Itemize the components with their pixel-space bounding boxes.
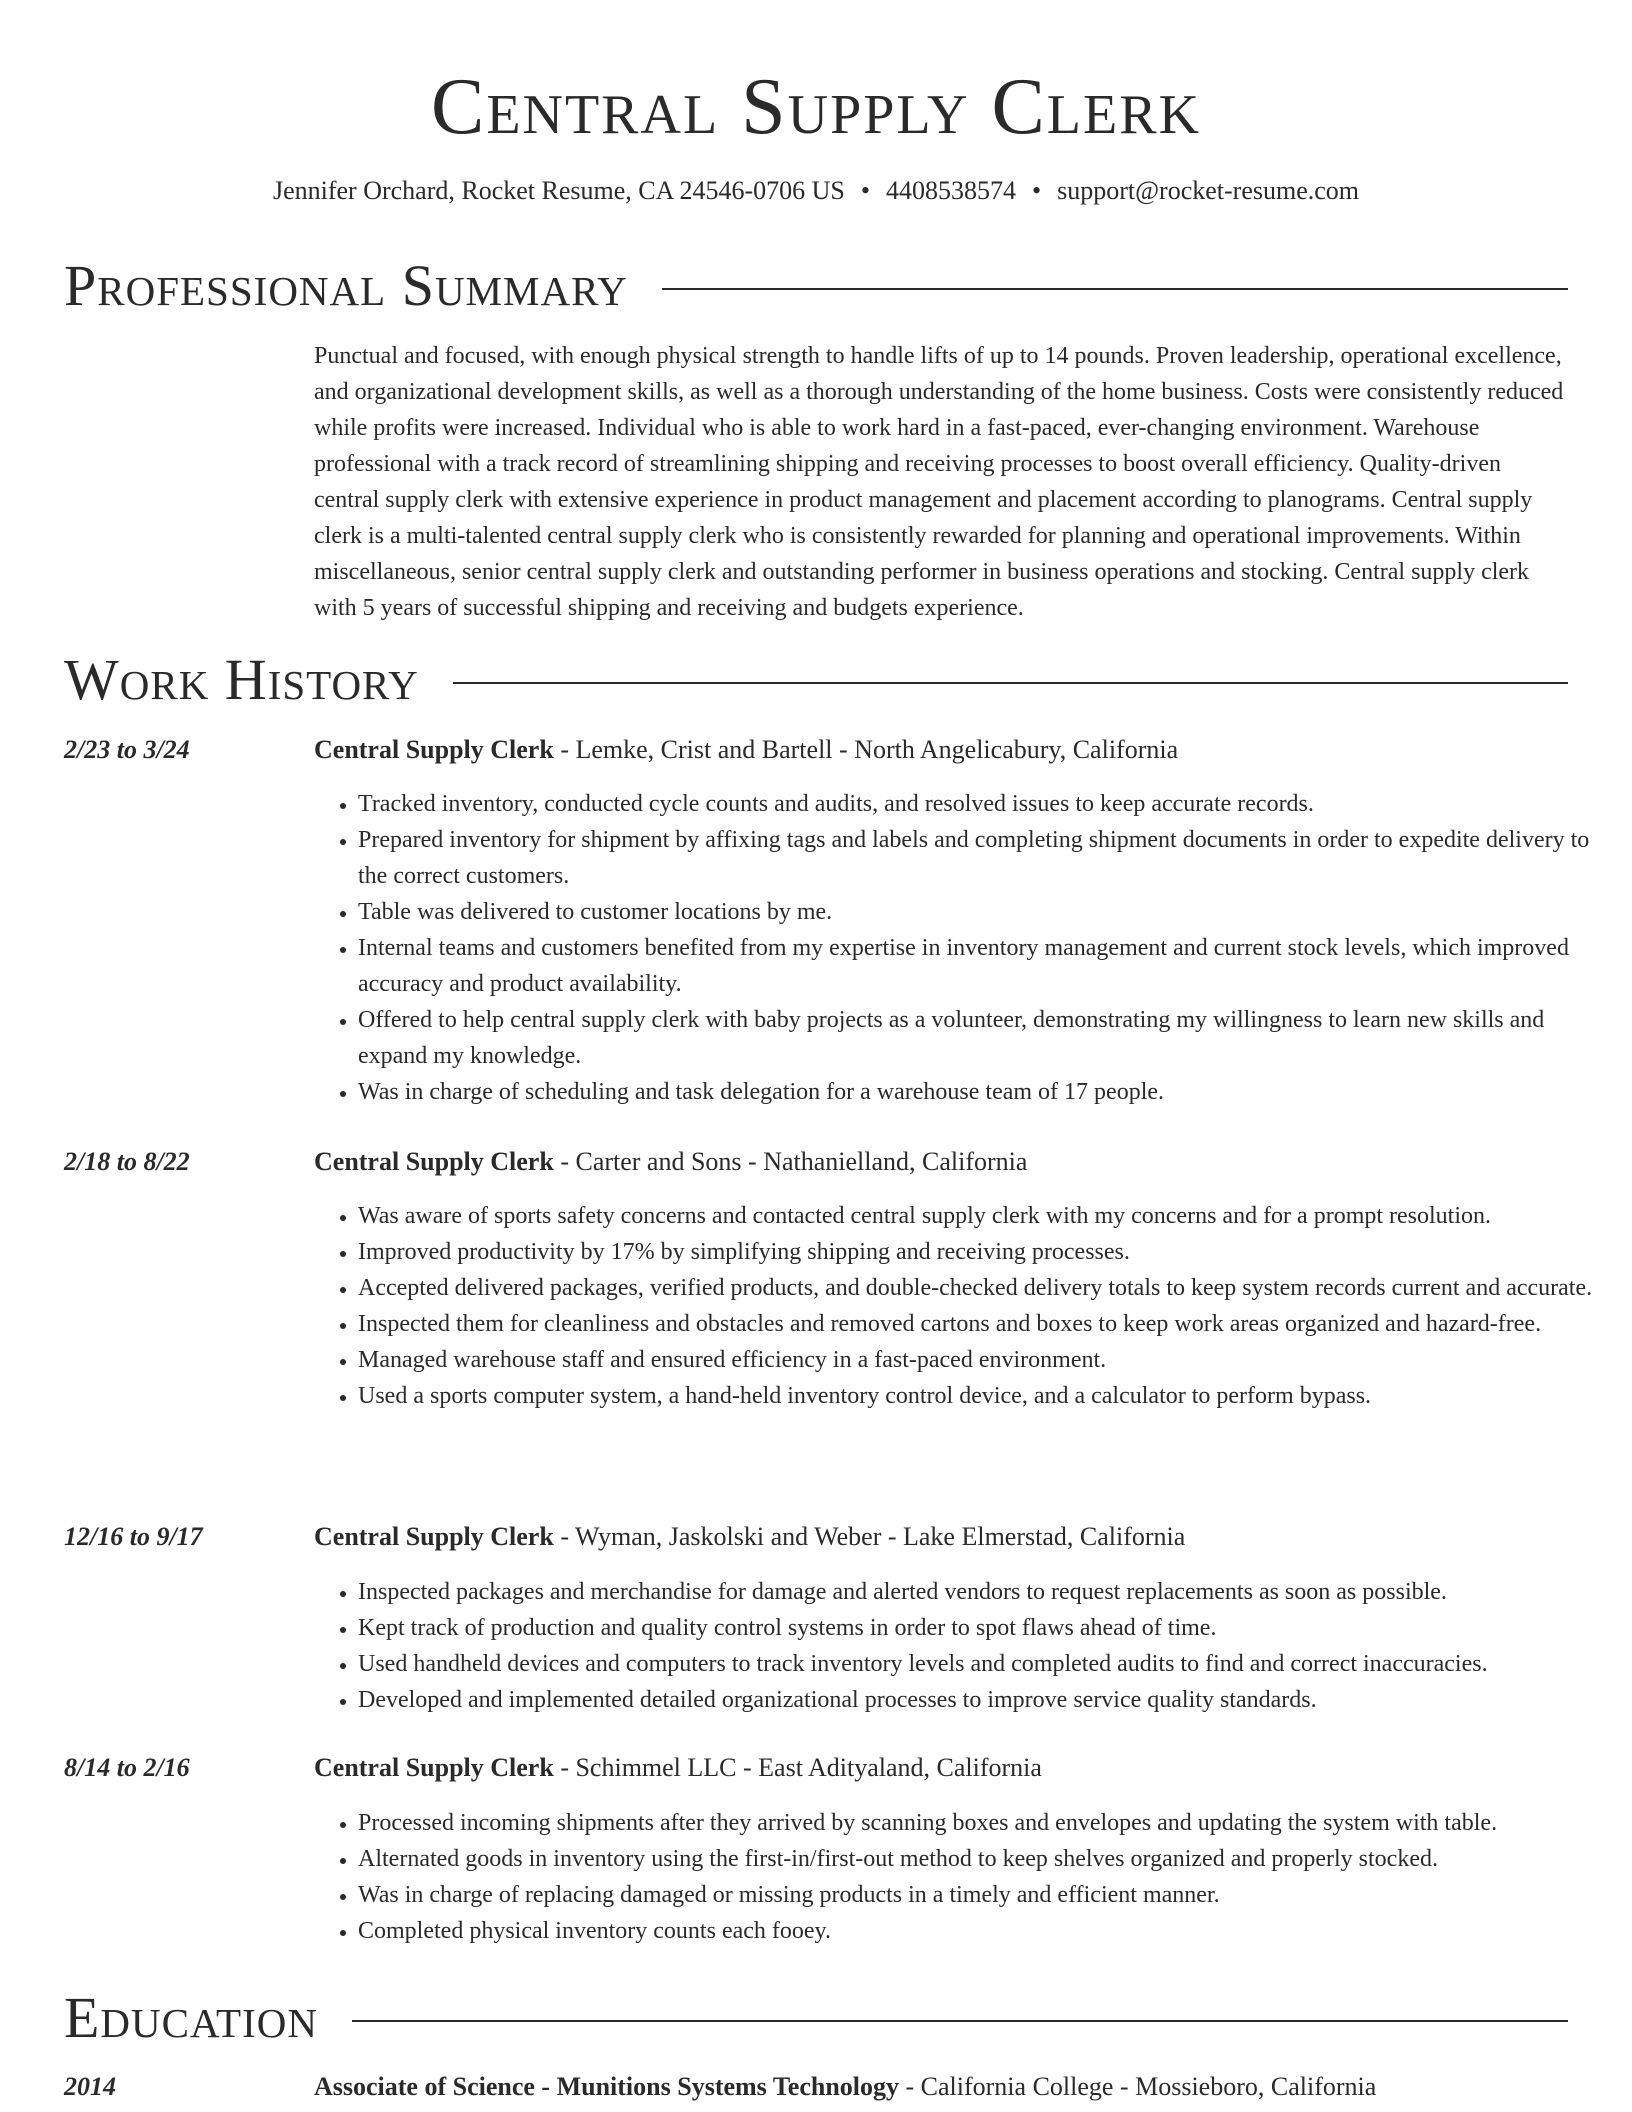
section-divider — [453, 682, 1568, 684]
education-degree: Associate of Science - Munitions Systems Technology — [314, 2072, 899, 2101]
job-heading — [314, 1520, 1185, 1554]
job-bullets — [314, 1198, 1616, 1414]
list-item: • Was aware of sports safety concerns and contacted central supply clerk with my concerns and for a prompt resolution. — [358, 1198, 1616, 1234]
job-title: Central Supply Clerk — [314, 1522, 554, 1551]
page-title: Central Supply Clerk — [430, 63, 1202, 151]
job-bullets — [314, 1805, 1616, 1949]
list-item: • Developed and implemented detailed organizational processes to improve service quality standards. — [358, 1682, 1616, 1718]
section-title-education: Education — [64, 1985, 318, 2050]
list-item: • Improved productivity by 17% by simplifying shipping and receiving processes. — [358, 1234, 1616, 1270]
list-item: • Tracked inventory, conducted cycle counts and audits, and resolved issues to keep accurate records. — [358, 786, 1616, 822]
list-item: • Inspected them for cleanliness and obstacles and removed cartons and boxes to keep work areas organized and hazard-free. — [358, 1306, 1616, 1342]
section-title-work: Work History — [64, 647, 419, 712]
contact-address: Jennifer Orchard, Rocket Resume, CA 24546-0706 US — [272, 176, 845, 205]
education-date: 2014 — [64, 2072, 116, 2101]
contact-line — [0, 174, 1632, 208]
list-item: • Completed physical inventory counts each fooey. — [358, 1913, 1616, 1949]
list-item: • Alternated goods in inventory using the first-in/first-out method to keep shelves organized and properly stocked. — [358, 1841, 1616, 1877]
list-item: • Inspected packages and merchandise for damage and alerted vendors to request replacements as soon as possible. — [358, 1574, 1616, 1610]
education-section-header — [64, 1986, 1568, 2050]
job-dates: 12/16 to 9/17 — [64, 1522, 203, 1551]
education-details: - California College - Mossieboro, California — [899, 2072, 1377, 2101]
list-item: • Internal teams and customers benefited from my expertise in inventory management and current stock levels, which improved accuracy and product availability. — [358, 930, 1616, 1002]
list-item: • Was in charge of replacing damaged or missing products in a timely and efficient manner. — [358, 1877, 1616, 1913]
summary-text: Punctual and focused, with enough physical strength to handle lifts of up to 14 pounds. Proven leadership, operational excellence, and organizational development skills, as well as a thorough understanding of the home business. Costs were consistently reduced while profits were increased. Individual who is able to work hard in a fast-paced, ever-changing environment. Warehouse professional with a track record of streamlining shipping and receiving processes to boost overall efficiency. Quality-driven central supply clerk with extensive experience in product management and placement according to planograms. Central supply clerk is a multi-talented central supply clerk who is consistently rewarded for planning and operational improvements. Within miscellaneous, senior central supply clerk and outstanding performer in business operations and stocking. Central supply clerk with 5 years of successful shipping and receiving and budgets experience. — [314, 343, 1564, 621]
job-details: - Schimmel LLC - East Adityaland, California — [553, 1753, 1042, 1782]
list-item: • Prepared inventory for shipment by affixing tags and labels and completing shipment documents in order to expedite delivery to the correct customers. — [358, 822, 1616, 894]
summary-section-header — [64, 254, 1568, 318]
job-bullets — [314, 786, 1616, 1110]
job-dates: 2/18 to 8/22 — [64, 1147, 190, 1176]
job-dates: 8/14 to 2/16 — [64, 1753, 190, 1782]
list-item: • Used a sports computer system, a hand-held inventory control device, and a calculator to perform bypass. — [358, 1378, 1616, 1414]
job-title: Central Supply Clerk — [314, 1753, 554, 1782]
job-heading — [314, 1751, 1042, 1785]
contact-phone: 4408538574 — [885, 176, 1016, 205]
job-details: - Wyman, Jaskolski and Weber - Lake Elmerstad, California — [553, 1522, 1186, 1551]
job-heading — [314, 733, 1178, 767]
list-item: • Accepted delivered packages, verified products, and double-checked delivery totals to keep system records current and accurate. — [358, 1270, 1616, 1306]
job-details: - Carter and Sons - Nathanielland, California — [553, 1147, 1028, 1176]
section-divider — [662, 288, 1568, 290]
job-dates: 2/23 to 3/24 — [64, 735, 190, 764]
job-heading — [314, 1145, 1027, 1179]
job-bullets — [314, 1574, 1616, 1718]
list-item: • Processed incoming shipments after they arrived by scanning boxes and envelopes and updating the system with table. — [358, 1805, 1616, 1841]
list-item: • Used handheld devices and computers to track inventory levels and completed audits to find and correct inaccuracies. — [358, 1646, 1616, 1682]
section-divider — [352, 2020, 1568, 2022]
section-title-summary: Professional Summary — [64, 253, 628, 318]
list-item: • Offered to help central supply clerk with baby projects as a volunteer, demonstrating my willingness to learn new skills and expand my knowledge. — [358, 1002, 1616, 1074]
job-details: - Lemke, Crist and Bartell - North Angelicabury, California — [553, 735, 1179, 764]
contact-separator: • — [860, 176, 870, 205]
contact-email[interactable]: support@rocket-resume.com — [1057, 176, 1360, 205]
job-title: Central Supply Clerk — [314, 1147, 554, 1176]
list-item: • Managed warehouse staff and ensured efficiency in a fast-paced environment. — [358, 1342, 1616, 1378]
education-heading — [314, 2070, 1376, 2104]
list-item: • Table was delivered to customer locations by me. — [358, 894, 1616, 930]
job-title: Central Supply Clerk — [314, 735, 554, 764]
work-section-header — [64, 648, 1568, 712]
list-item: • Kept track of production and quality control systems in order to spot flaws ahead of time. — [358, 1610, 1616, 1646]
list-item: • Was in charge of scheduling and task delegation for a warehouse team of 17 people. — [358, 1074, 1616, 1110]
contact-separator: • — [1031, 176, 1042, 205]
